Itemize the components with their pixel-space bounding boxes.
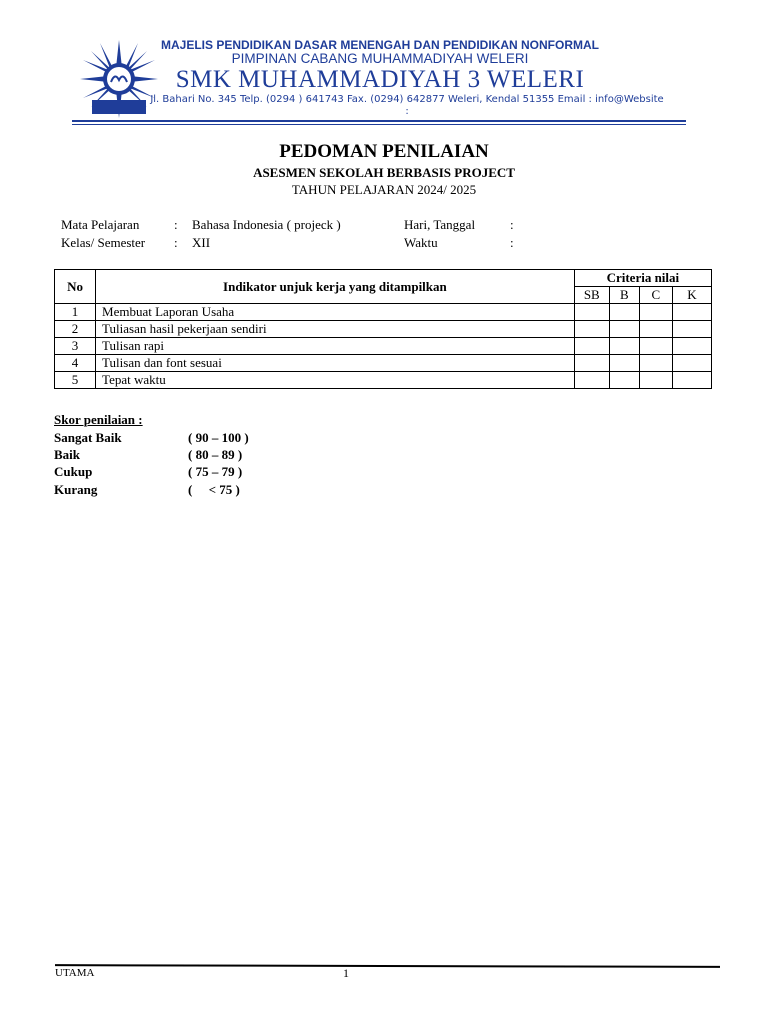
- hari-label: Hari, Tanggal: [404, 217, 476, 232]
- score-cell[interactable]: [672, 372, 711, 389]
- skor-range: ( 90 – 100 ): [188, 430, 249, 445]
- score-cell[interactable]: [609, 338, 639, 355]
- score-cell[interactable]: [672, 338, 711, 355]
- row-indikator: Tulisan dan font sesuai: [96, 355, 575, 372]
- page-number: 1: [343, 966, 349, 980]
- row-no: 3: [55, 338, 96, 355]
- score-cell[interactable]: [672, 304, 711, 321]
- score-cell[interactable]: [609, 372, 639, 389]
- row-indikator: Membuat Laporan Usaha: [96, 304, 575, 321]
- criteria-k: K: [672, 287, 711, 304]
- document-title: PEDOMAN PENILAIAN: [279, 141, 489, 162]
- table-row: [55, 372, 712, 389]
- kelas-colon: :: [174, 235, 178, 250]
- score-cell[interactable]: [639, 304, 672, 321]
- score-cell[interactable]: [574, 304, 609, 321]
- skor-label: Sangat Baik: [54, 430, 122, 445]
- score-cell[interactable]: [609, 321, 639, 338]
- header-pimpinan: PIMPINAN CABANG MUHAMMADIYAH WELERI: [231, 51, 529, 66]
- row-indikator: Tepat waktu: [96, 372, 575, 389]
- criteria-sb: SB: [574, 287, 609, 304]
- assessment-table: [54, 269, 712, 389]
- score-cell[interactable]: [609, 304, 639, 321]
- score-cell[interactable]: [574, 321, 609, 338]
- skor-label: Baik: [54, 447, 81, 462]
- skor-range: ( 75 – 79 ): [188, 464, 243, 479]
- table-row: [55, 321, 712, 338]
- score-cell[interactable]: [639, 372, 672, 389]
- header-rule-thin: [72, 124, 686, 125]
- score-cell[interactable]: [672, 355, 711, 372]
- footer-label: UTAMA: [55, 967, 95, 979]
- row-indikator: Tulisan rapi: [96, 338, 575, 355]
- document-subtitle: ASESMEN SEKOLAH BERBASIS PROJECT: [253, 165, 515, 180]
- skor-label: Kurang: [54, 482, 98, 497]
- row-indikator: Tuliasan hasil pekerjaan sendiri: [96, 321, 575, 338]
- waktu-colon: :: [510, 235, 514, 250]
- header-rule-thick: [72, 120, 686, 122]
- skor-label: Cukup: [54, 464, 93, 479]
- kelas-label: Kelas/ Semester: [61, 235, 146, 250]
- skor-title: Skor penilaian :: [54, 412, 143, 427]
- document-year: TAHUN PELAJARAN 2024/ 2025: [291, 182, 477, 197]
- skor-range: ( < 75 ): [188, 482, 240, 497]
- criteria-c: C: [639, 287, 672, 304]
- header-school-name: SMK MUHAMMADIYAH 3 WELERI: [175, 66, 585, 93]
- score-cell[interactable]: [639, 338, 672, 355]
- kelas-value: XII: [192, 235, 211, 250]
- score-cell[interactable]: [574, 355, 609, 372]
- row-no: 5: [55, 372, 96, 389]
- table-row: [55, 355, 712, 372]
- footer-rule: [55, 964, 720, 968]
- score-cell[interactable]: [639, 355, 672, 372]
- score-cell[interactable]: [574, 338, 609, 355]
- row-no: 2: [55, 321, 96, 338]
- skor-range: ( 80 – 89 ): [188, 447, 243, 462]
- header-address: Jl. Bahari No. 345 Telp. (0294 ) 641743 Fax. (0294) 642877 Weleri, Kendal 51355 Email : info@Website :: [150, 94, 664, 117]
- score-cell[interactable]: [639, 321, 672, 338]
- table-row: [55, 338, 712, 355]
- mapel-label: Mata Pelajaran: [61, 217, 140, 232]
- header-majelis: MAJELIS PENDIDIKAN DASAR MENENGAH DAN PENDIDIKAN NONFORMAL: [160, 38, 599, 52]
- score-cell[interactable]: [672, 321, 711, 338]
- mapel-colon: :: [174, 217, 178, 232]
- row-no: 1: [55, 304, 96, 321]
- hari-colon: :: [510, 217, 514, 232]
- score-cell[interactable]: [574, 372, 609, 389]
- header-criteria: Criteria nilai: [574, 270, 711, 287]
- row-no: 4: [55, 355, 96, 372]
- criteria-b: B: [609, 287, 639, 304]
- header-indikator: Indikator unjuk kerja yang ditampilkan: [96, 270, 575, 304]
- mapel-value: Bahasa Indonesia ( projeck ): [192, 217, 341, 232]
- score-cell[interactable]: [609, 355, 639, 372]
- table-row: [55, 304, 712, 321]
- waktu-label: Waktu: [404, 235, 438, 250]
- header-no: No: [55, 270, 96, 304]
